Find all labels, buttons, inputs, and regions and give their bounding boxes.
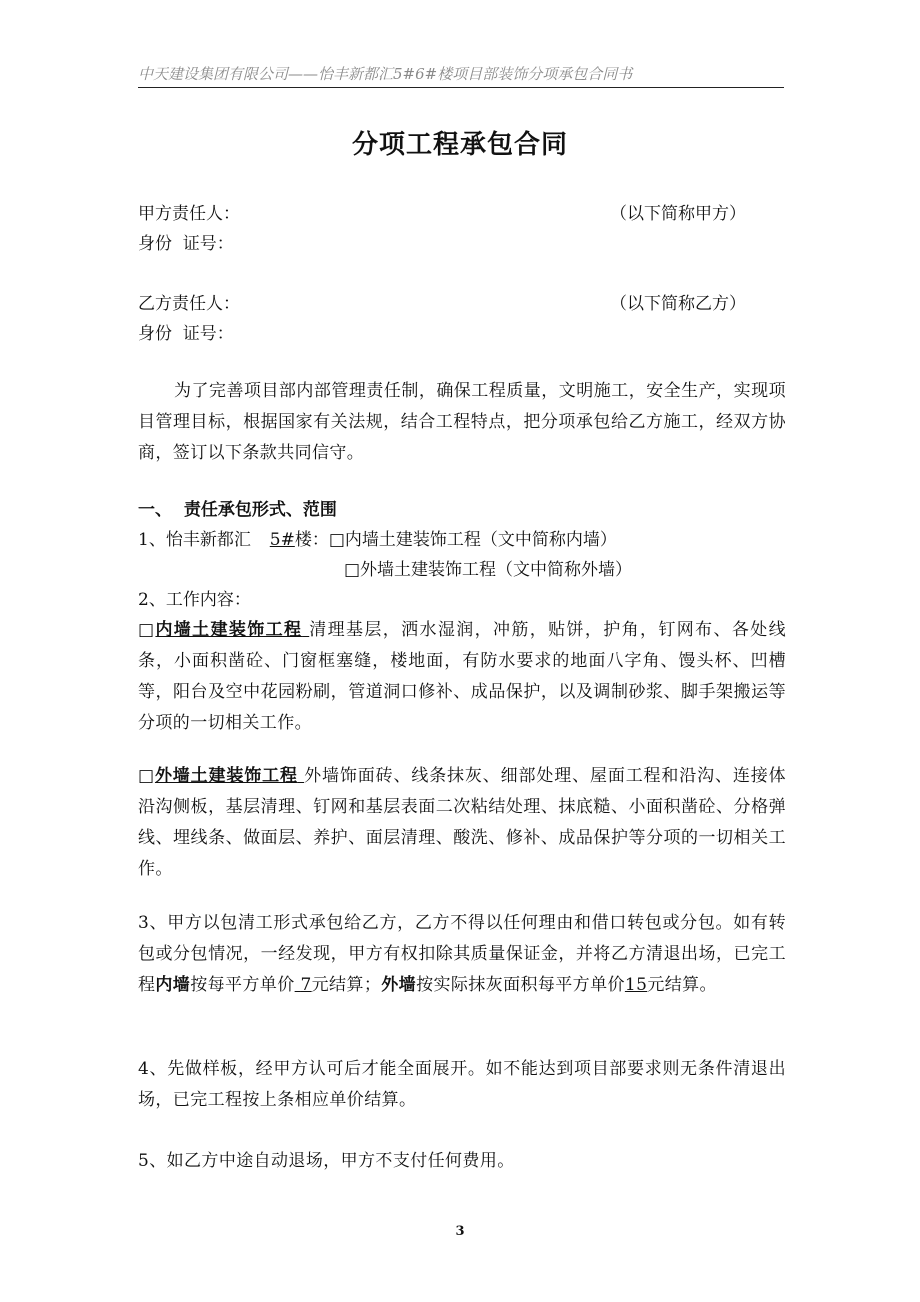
- item3-text-a: 3、甲方以包清工形式承包给乙方，乙方不得以任何理由和借口转包或分包。如有转包或分包情况，一经发现，甲方有权扣除其质量保证金，并将乙方清退出场，已完工程: [138, 913, 786, 995]
- item2-label: 2、工作内容：: [138, 590, 251, 610]
- inner-wall-title: 内墙土建装饰工程: [155, 620, 303, 640]
- item1-building-number: 5#: [269, 530, 295, 550]
- inner-unit-price: 7: [300, 975, 312, 995]
- item3-text-b: 按每平方单价: [190, 975, 295, 995]
- option-outer-wall: □外墙土建装饰工程（文中简称外墙）: [344, 560, 633, 580]
- outer-unit-price: 15: [624, 975, 648, 995]
- item3-paragraph: [138, 908, 786, 1001]
- item5-paragraph: 5、如乙方中途自动退场，甲方不支付任何费用。: [138, 1151, 515, 1171]
- party-b-id-label: 身份 证号：: [138, 324, 234, 344]
- running-header: 中天建设集团有限公司——怡丰新都汇5#6#楼项目部装饰分项承包合同书: [138, 64, 784, 88]
- party-a-label: 甲方责任人：: [138, 204, 240, 224]
- party-a-alias: （以下简称甲方）: [610, 204, 746, 224]
- intro-paragraph: 为了完善项目部内部管理责任制，确保工程质量，文明施工，安全生产，实现项目管理目标，根据国家有关法规，结合工程特点，把分项承包给乙方施工，经双方协商，签订以下条款共同信守。: [138, 381, 786, 463]
- item3-inner-label: 内墙: [155, 975, 191, 995]
- outer-wall-scope: [138, 761, 786, 885]
- party-b-label: 乙方责任人：: [138, 294, 240, 314]
- inner-wall-scope: [138, 615, 786, 739]
- item1-line: [138, 526, 617, 554]
- party-b-alias: （以下简称乙方）: [610, 294, 746, 314]
- inner-wall-text: 清理基层，洒水湿润，冲筋，贴饼，护角，钉网布、各处线条，小面积凿砼、门窗框塞缝，楼地面，有防水要求的地面八字角、馒头杯、凹槽等，阳台及空中花园粉刷，管道洞口修补、成品保护，以及调制砂浆、脚手架搬运等分项的一切相关工作。: [138, 620, 786, 733]
- outer-wall-text: 外墙饰面砖、线条抹灰、细部处理、屋面工程和沿沟、连接体沿沟侧板，基层清理、钉网和基层表面二次粘结处理、抹底糙、小面积凿砼、分格弹线、埋线条、做面层、养护、面层清理、酸洗、修补、成品保护等分项的一切相关工作。: [138, 766, 787, 879]
- item3-outer-label: 外墙: [381, 975, 417, 995]
- item3-text-e: 元结算。: [647, 975, 717, 995]
- document-title: 分项工程承包合同: [351, 130, 568, 160]
- item1-suffix: 楼：: [294, 530, 329, 550]
- item3-text-d: 按实际抹灰面积每平方单价: [416, 975, 625, 995]
- party-a-id-label: 身份 证号：: [138, 234, 234, 254]
- item3-text-c: 元结算；: [311, 975, 382, 995]
- outer-checkbox: □: [138, 766, 155, 786]
- outer-wall-title: 外墙土建装饰工程: [154, 766, 298, 786]
- inner-checkbox: □: [138, 620, 156, 640]
- section1-heading: 一、 责任承包形式、范围: [138, 500, 337, 520]
- page-number: 3: [455, 1224, 465, 1239]
- item4-paragraph: 4、先做样板，经甲方认可后才能全面展开。如不能达到项目部要求则无条件清退出场，已完工程按上条相应单价结算。: [138, 1059, 786, 1110]
- option-inner-wall: □内墙土建装饰工程（文中简称内墙）: [328, 530, 617, 550]
- item1-prefix: 1、怡丰新都汇: [138, 530, 251, 550]
